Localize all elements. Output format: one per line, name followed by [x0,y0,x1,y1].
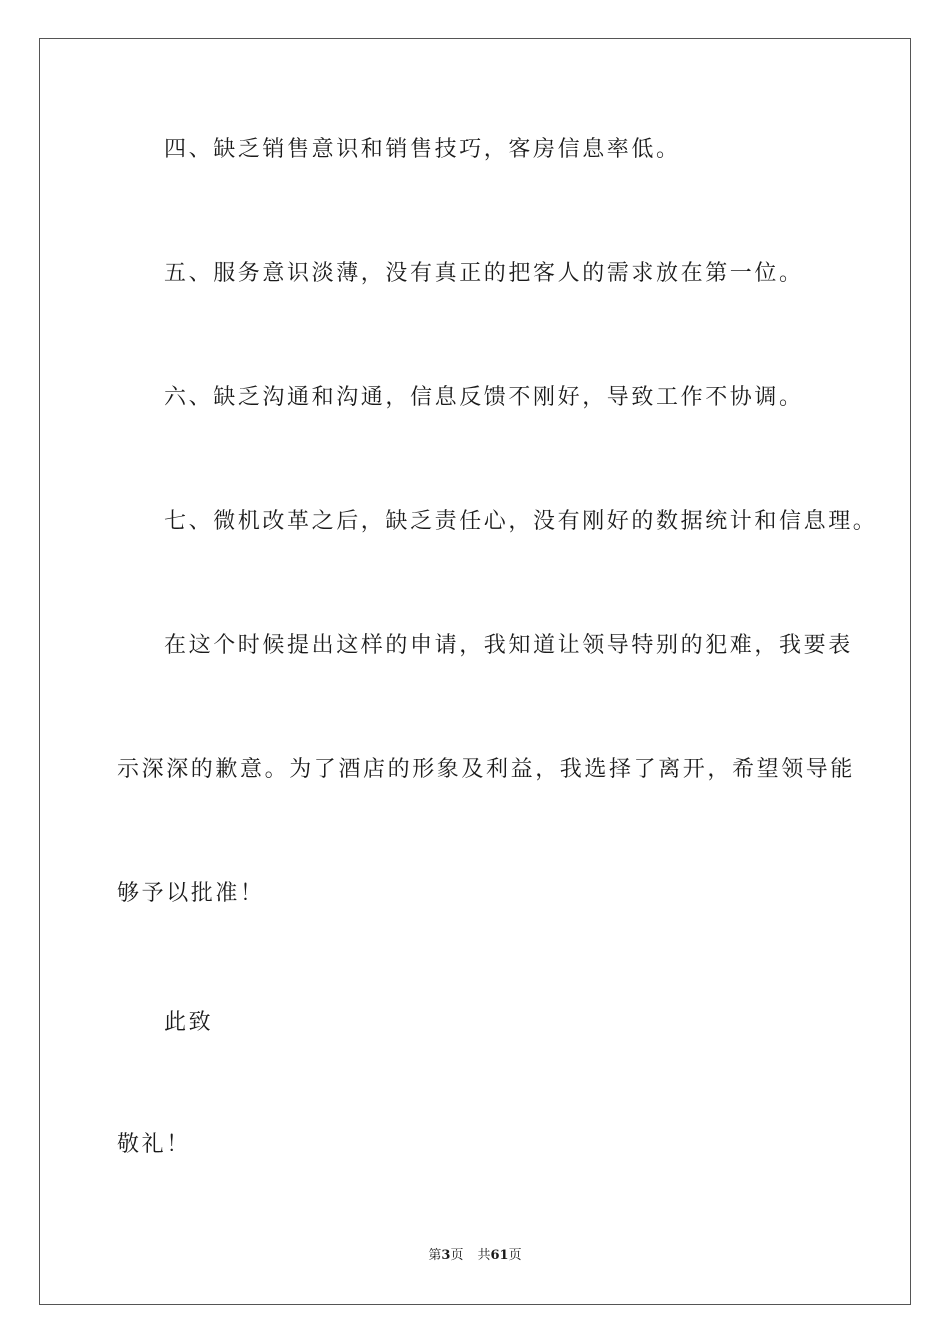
total-prefix: 共 [477,1248,491,1263]
paragraph-line-7: 够予以批准！ [117,881,265,906]
salutation-line: 敬礼！ [117,1132,191,1157]
closing-line: 此致 [164,1010,214,1035]
page-number: 3 [441,1248,451,1263]
paragraph-line-1: 四、缺乏销售意识和销售技巧，客房信息率低。 [164,137,681,162]
paragraph-line-3: 六、缺乏沟通和沟通，信息反馈不刚好，导致工作不协调。 [164,385,804,410]
paragraph-line-5: 在这个时候提出这样的申请，我知道让领导特别的犯难，我要表 [164,633,853,658]
page-prefix: 第 [428,1248,442,1263]
paragraph-line-2: 五、服务意识淡薄，没有真正的把客人的需求放在第一位。 [164,261,804,286]
page-border [39,38,911,1305]
total-pages: 61 [490,1248,509,1263]
page-suffix: 页 [450,1248,464,1263]
paragraph-line-6: 示深深的歉意。为了酒店的形象及利益，我选择了离开，希望领导能 [117,757,856,782]
paragraph-line-4: 七、微机改革之后，缺乏责任心，没有刚好的数据统计和信息理。 [164,509,878,534]
page-footer [0,1247,950,1265]
total-suffix: 页 [508,1248,522,1263]
